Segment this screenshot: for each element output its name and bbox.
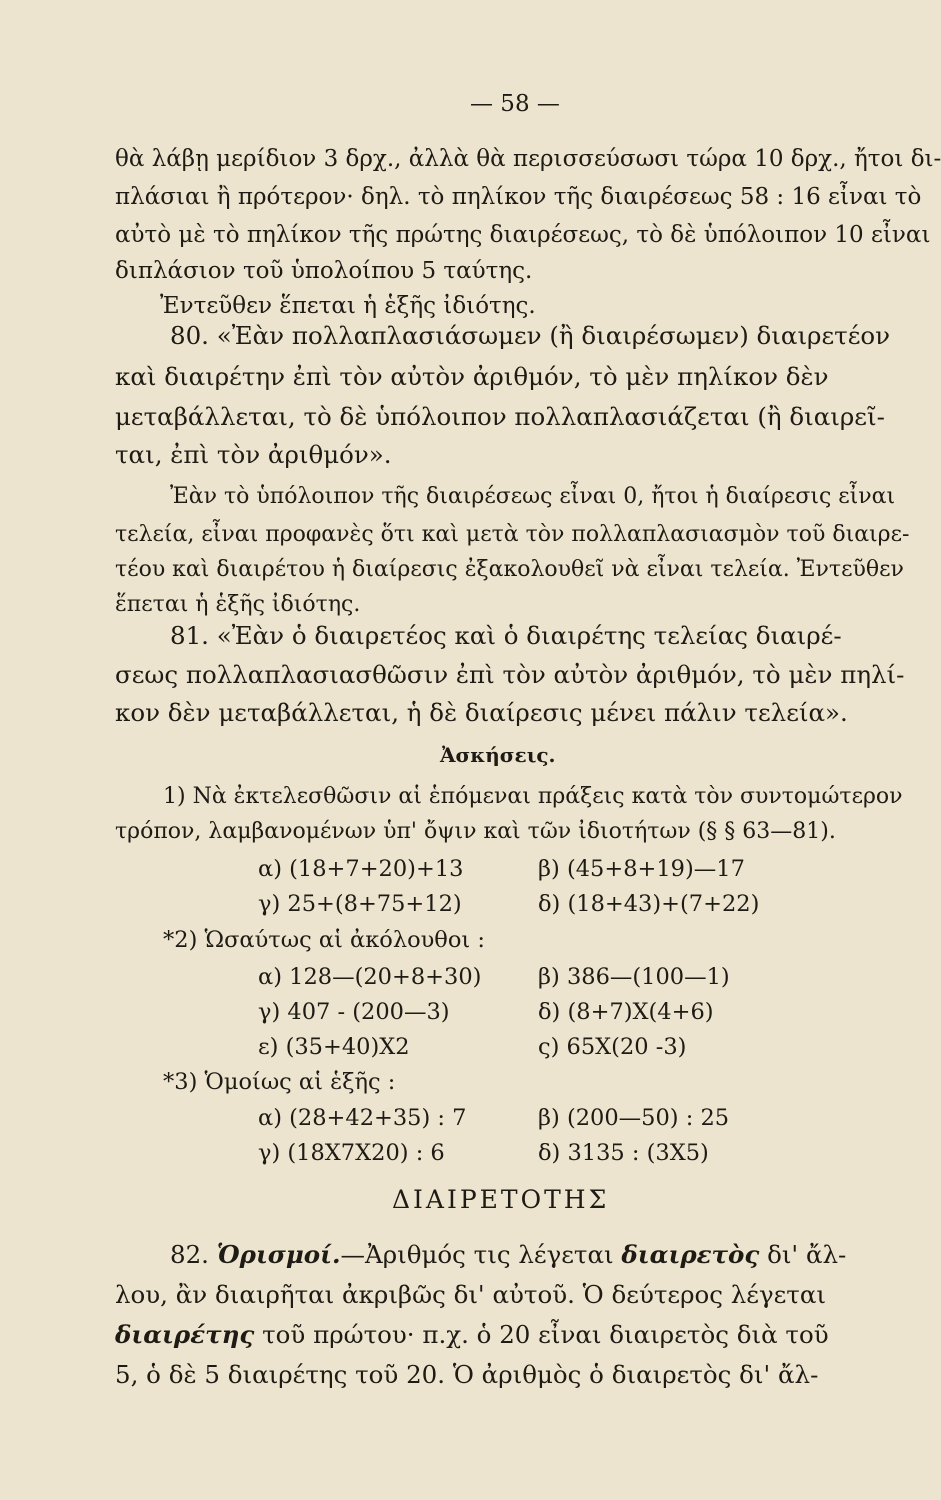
theorem-81-line: κον δὲν μεταβάλλεται, ἡ δὲ διαίρεσις μένει πάλιν τελεία». xyxy=(115,698,848,727)
definition-82-line xyxy=(170,1240,847,1269)
exercise-item: γ) (18X7X20) : 6 xyxy=(258,1140,445,1166)
exercise-item: δ) 3135 : (3X5) xyxy=(538,1140,709,1166)
text-line: διπλάσιον τοῦ ὑπολοίπου 5 ταύτης. xyxy=(115,258,533,284)
term-divisible: διαιρετὸς xyxy=(621,1240,760,1269)
text-line: αὐτὸ μὲ τὸ πηλίκον τῆς πρώτης διαιρέσεως, τὸ δὲ ὑπόλοιπον 10 εἶναι xyxy=(115,222,931,248)
exercise-item: α) (18+7+20)+13 xyxy=(258,856,464,882)
exercise-item: γ) 407 - (200—3) xyxy=(258,999,450,1025)
exercise-1-text: 1) Νὰ ἐκτελεσθῶσιν αἱ ἑπόμεναι πράξεις κατὰ τὸν συντομώτερον xyxy=(163,784,903,809)
exercise-item: γ) 25+(8+75+12) xyxy=(258,891,462,917)
text-line: τελεία, εἶναι προφανὲς ὅτι καὶ μετὰ τὸν πολλαπλασιασμὸν τοῦ διαιρε- xyxy=(115,522,910,547)
paragraph-number: 82. xyxy=(170,1240,209,1269)
exercise-item: δ) (18+43)+(7+22) xyxy=(538,891,760,917)
exercise-item: ς) 65X(20 -3) xyxy=(538,1034,687,1060)
text-segment: —Ἀριθμός τις λέγεται xyxy=(340,1240,614,1269)
text-segment: δι' ἄλ- xyxy=(767,1240,847,1269)
exercise-item: β) (200—50) : 25 xyxy=(538,1105,730,1131)
exercise-item: ε) (35+40)X2 xyxy=(258,1034,410,1060)
exercises-heading: Ἀσκήσεις. xyxy=(440,743,556,767)
term-divisor: διαιρέτης xyxy=(115,1320,255,1349)
exercise-item: α) 128—(20+8+30) xyxy=(258,964,482,990)
definition-82-line: λου, ἂν διαιρῆται ἀκριβῶς δι' αὐτοῦ. Ὁ δεύτερος λέγεται xyxy=(115,1280,827,1309)
text-line: ἕπεται ἡ ἑξῆς ἰδιότης. xyxy=(115,592,361,617)
definition-82-line: 5, ὁ δὲ 5 διαιρέτης τοῦ 20. Ὁ ἀριθμὸς ὁ διαιρετὸς δι' ἄλ- xyxy=(115,1360,819,1389)
definition-82-line xyxy=(115,1320,829,1349)
section-title: ΔΙΑΙΡΕΤΟΤΗΣ xyxy=(392,1185,610,1214)
exercise-3-heading: *3) Ὁμοίως αἱ ἑξῆς : xyxy=(163,1069,396,1095)
text-line: Ἐὰν τὸ ὑπόλοιπον τῆς διαιρέσεως εἶναι 0, ἤτοι ἡ διαίρεσις εἶναι xyxy=(170,484,896,509)
text-segment: τοῦ πρώτου· π.χ. ὁ 20 εἶναι διαιρετὸς διὰ τοῦ xyxy=(262,1320,829,1349)
theorem-81-line: σεως πολλαπλασιασθῶσιν ἐπὶ τὸν αὐτὸν ἀριθμόν, τὸ μὲν πηλί- xyxy=(115,660,905,689)
theorem-81-line: 81. «Ἐὰν ὁ διαιρετέος καὶ ὁ διαιρέτης τελείας διαιρέ- xyxy=(170,621,842,650)
text-line: θὰ λάβῃ μερίδιον 3 δρχ., ἀλλὰ θὰ περισσεύσωσι τώρα 10 δρχ., ἤτοι δι- xyxy=(115,146,941,172)
text-line: τέου καὶ διαιρέτου ἡ διαίρεσις ἐξακολουθεῖ νὰ εἶναι τελεία. Ἐντεῦθεν xyxy=(115,557,904,582)
text-line: Ἐντεῦθεν ἕπεται ἡ ἑξῆς ἰδιότης. xyxy=(160,293,536,319)
theorem-80-line: καὶ διαιρέτην ἐπὶ τὸν αὐτὸν ἀριθμόν, τὸ μὲν πηλίκον δὲν xyxy=(115,362,829,391)
term-definitions: Ὁρισμοί. xyxy=(216,1240,341,1269)
exercise-item: β) 386—(100—1) xyxy=(538,964,730,990)
theorem-80-line: ται, ἐπὶ τὸν ἀριθμόν». xyxy=(115,440,392,469)
text-line: πλάσιαι ἢ πρότερον· δηλ. τὸ πηλίκον τῆς διαιρέσεως 58 : 16 εἶναι τὸ xyxy=(115,184,922,210)
theorem-80-line: 80. «Ἐὰν πολλαπλασιάσωμεν (ἢ διαιρέσωμεν) διαιρετέον xyxy=(170,321,891,350)
exercise-2-heading: *2) Ὡσαύτως αἱ ἀκόλουθοι : xyxy=(163,927,485,953)
exercise-item: δ) (8+7)X(4+6) xyxy=(538,999,714,1025)
exercise-item: α) (28+42+35) : 7 xyxy=(258,1105,467,1131)
page-number: — 58 — xyxy=(470,91,560,117)
theorem-80-line: μεταβάλλεται, τὸ δὲ ὑπόλοιπον πολλαπλασιάζεται (ἢ διαιρεῖ- xyxy=(115,402,885,431)
exercise-item: β) (45+8+19)—17 xyxy=(538,856,745,882)
exercise-1-text: τρόπον, λαμβανομένων ὑπ' ὄψιν καὶ τῶν ἰδιοτήτων (§ § 63—81). xyxy=(115,819,836,844)
